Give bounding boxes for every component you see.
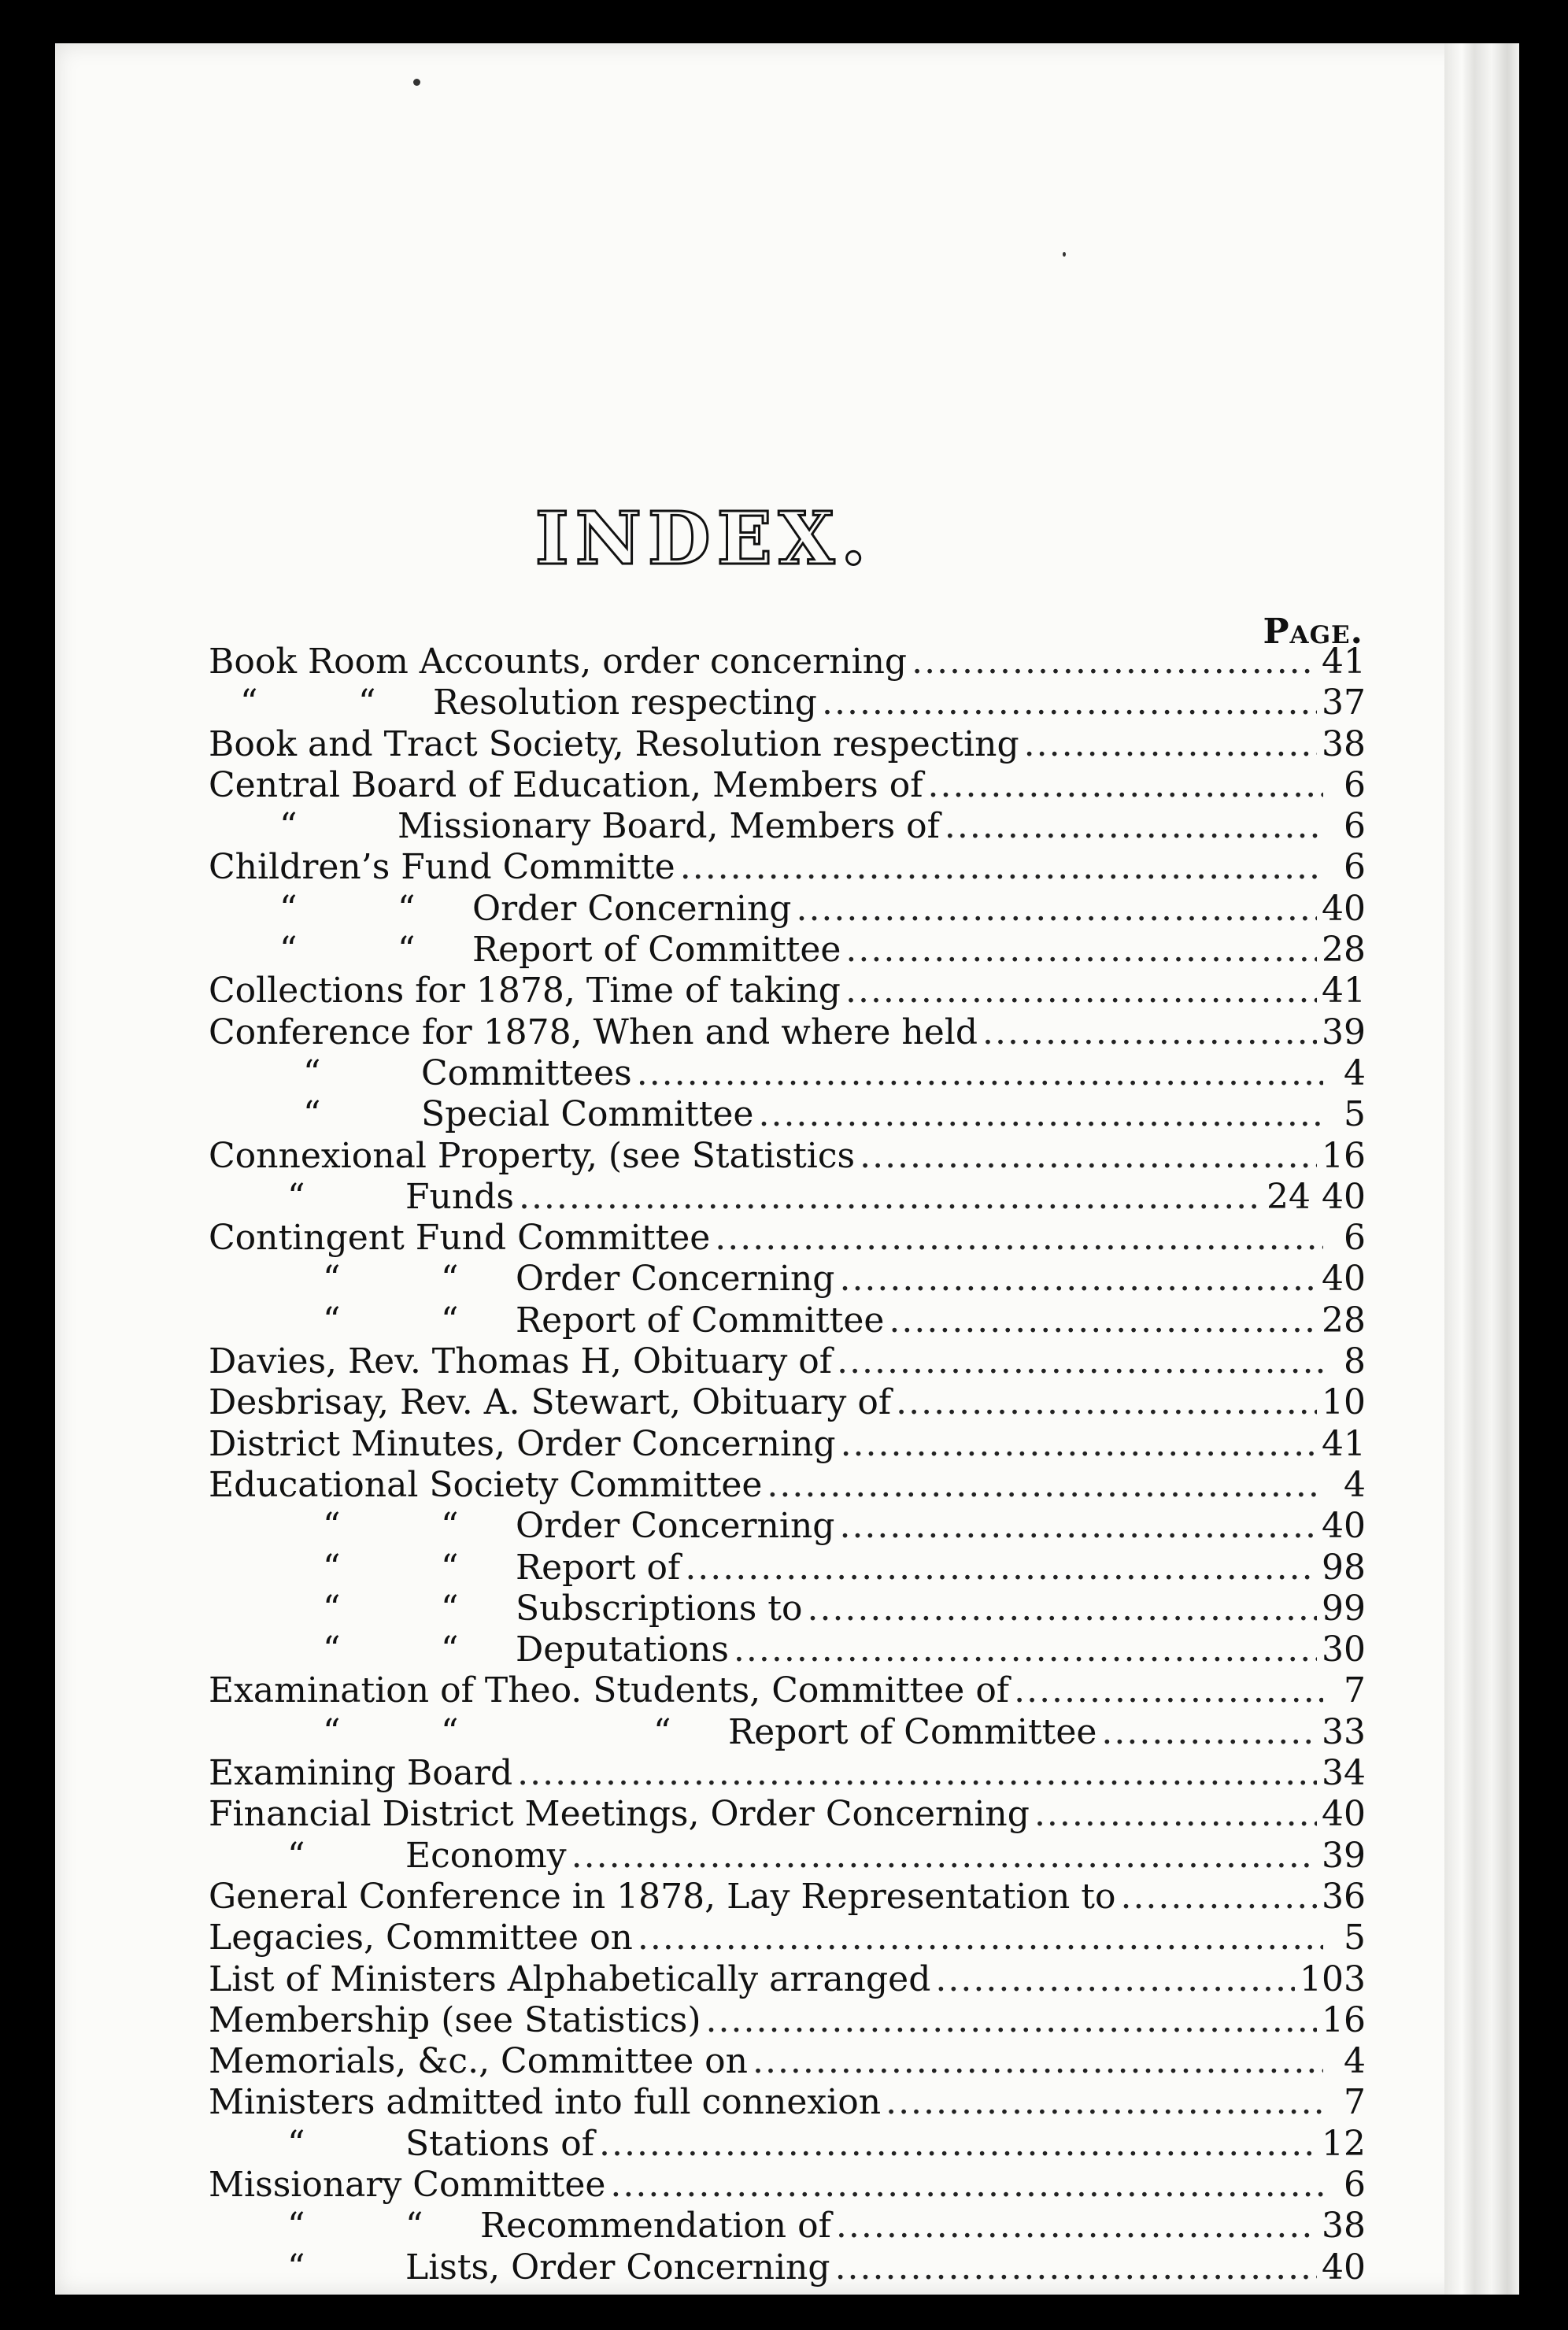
entry-text bbox=[209, 1382, 891, 1423]
ditto-mark: “ bbox=[287, 1835, 305, 1876]
entry-label: Report of Committee bbox=[516, 1300, 885, 1341]
entry-label: Desbrisay, Rev. A. Stewart, Obituary of bbox=[209, 1382, 892, 1423]
ditto-mark: “ bbox=[323, 1300, 341, 1341]
entry-page-number: 6 bbox=[1344, 806, 1366, 847]
entry-page-number: 37 bbox=[1322, 682, 1366, 723]
entry-text bbox=[209, 2206, 831, 2247]
page-column-header: Page. bbox=[1263, 612, 1363, 652]
entry-page-number: 12 bbox=[1322, 2123, 1366, 2164]
leader-dots bbox=[638, 1918, 1323, 1958]
page-edge bbox=[1444, 43, 1519, 2295]
entry-label: Recommendation of bbox=[480, 2206, 831, 2247]
index-entry bbox=[209, 1959, 1366, 2000]
entry-page-number: 40 bbox=[1322, 1794, 1366, 1835]
entry-page-number: 30 bbox=[1322, 1629, 1366, 1670]
entry-text bbox=[209, 930, 841, 971]
index-entry bbox=[209, 1012, 1366, 1053]
entry-text bbox=[209, 2165, 605, 2206]
entry-text bbox=[209, 1424, 836, 1465]
entry-text bbox=[209, 1300, 884, 1341]
entry-page-number: 4 bbox=[1344, 1464, 1366, 1505]
index-entry bbox=[209, 1877, 1366, 1918]
index-entries bbox=[209, 642, 1366, 2288]
entry-page-number: 4 bbox=[1344, 1052, 1366, 1093]
entry-label: General Conference in 1878, Lay Representation to bbox=[209, 1876, 1116, 1917]
leader-dots bbox=[822, 682, 1317, 723]
leader-dots bbox=[839, 1506, 1317, 1547]
entry-text bbox=[209, 1836, 567, 1877]
entry-label: Economy bbox=[405, 1835, 567, 1876]
entry-label: Ministers admitted into full connexion bbox=[209, 2082, 882, 2123]
entry-page-number: 99 bbox=[1322, 1588, 1366, 1629]
entry-text bbox=[209, 2124, 594, 2165]
ditto-mark: “ bbox=[287, 2123, 305, 2164]
leader-dots bbox=[896, 1382, 1317, 1423]
leader-dots bbox=[734, 1629, 1317, 1670]
entry-text bbox=[209, 1712, 1096, 1753]
entry-label: Financial District Meetings, Order Concerning bbox=[209, 1794, 1030, 1835]
entry-text bbox=[209, 1588, 802, 1629]
ditto-mark: “ bbox=[405, 2206, 423, 2247]
entry-text bbox=[209, 2082, 881, 2123]
entry-label: Educational Society Committee bbox=[209, 1464, 763, 1505]
entry-label: Examining Board bbox=[209, 1753, 513, 1794]
entry-label: Special Committee bbox=[421, 1094, 754, 1135]
entry-label: Memorials, &c., Committee on bbox=[209, 2041, 748, 2082]
entry-label: Committees bbox=[421, 1052, 632, 1093]
index-entry bbox=[209, 2247, 1366, 2288]
entry-page-number: 34 bbox=[1322, 1753, 1366, 1794]
leader-dots bbox=[837, 1341, 1323, 1382]
ditto-mark: “ bbox=[398, 930, 416, 971]
leader-dots bbox=[517, 1753, 1317, 1794]
ditto-mark: “ bbox=[240, 682, 258, 723]
index-entry bbox=[209, 1465, 1366, 1506]
entry-page-number: 28 bbox=[1322, 1300, 1366, 1341]
entry-text bbox=[209, 1218, 710, 1259]
ditto-mark: “ bbox=[441, 1588, 459, 1629]
entry-text bbox=[209, 806, 940, 847]
ditto-mark: “ bbox=[441, 1506, 459, 1547]
leader-dots bbox=[599, 2124, 1317, 2165]
ditto-mark: “ bbox=[323, 1547, 341, 1588]
entry-page-number: 6 bbox=[1344, 764, 1366, 805]
index-entry bbox=[209, 1588, 1366, 1629]
leader-dots bbox=[982, 1012, 1317, 1053]
entry-page-number: 16 bbox=[1322, 1999, 1366, 2040]
entry-text bbox=[209, 1753, 512, 1794]
ditto-mark: “ bbox=[279, 806, 298, 847]
leader-dots bbox=[519, 1177, 1262, 1218]
entry-text bbox=[209, 1259, 834, 1300]
leader-dots bbox=[841, 1424, 1317, 1465]
leader-dots bbox=[1014, 1670, 1323, 1711]
entry-page-number: 6 bbox=[1344, 847, 1366, 888]
entry-text bbox=[209, 889, 791, 930]
entry-label: Central Board of Education, Members of bbox=[209, 764, 923, 805]
entry-page-number: 41 bbox=[1322, 642, 1366, 682]
entry-page-number: 41 bbox=[1322, 971, 1366, 1012]
index-entry bbox=[209, 1136, 1366, 1177]
entry-page-number: 10 bbox=[1322, 1382, 1366, 1423]
entry-text bbox=[209, 1959, 930, 2000]
entry-page-number: 33 bbox=[1322, 1711, 1366, 1752]
index-entry bbox=[209, 2000, 1366, 2041]
entry-page-number: 98 bbox=[1322, 1547, 1366, 1588]
ditto-mark: “ bbox=[653, 1711, 671, 1752]
entry-label: Subscriptions to bbox=[516, 1588, 803, 1629]
entry-page-number: 40 bbox=[1322, 1506, 1366, 1547]
leader-dots bbox=[706, 2000, 1317, 2041]
index-entry bbox=[209, 971, 1366, 1012]
entry-label: Report of bbox=[516, 1547, 681, 1588]
entry-label: Lists, Order Concerning bbox=[405, 2247, 830, 2287]
leader-dots bbox=[845, 930, 1317, 971]
index-entry bbox=[209, 1259, 1366, 1300]
entry-label: Collections for 1878, Time of taking bbox=[209, 971, 841, 1012]
leader-dots bbox=[796, 889, 1317, 930]
index-entry bbox=[209, 642, 1366, 682]
entry-page-number: 41 bbox=[1322, 1423, 1366, 1464]
leader-dots bbox=[610, 2165, 1323, 2206]
index-entry bbox=[209, 1712, 1366, 1753]
entry-page-number: 4 bbox=[1344, 2041, 1366, 2082]
entry-label: Stations of bbox=[405, 2123, 594, 2164]
leader-dots bbox=[1034, 1794, 1317, 1835]
index-title: INDEX. bbox=[534, 496, 873, 581]
leader-dots bbox=[836, 2206, 1317, 2247]
entry-label: Order Concerning bbox=[472, 888, 792, 929]
ditto-mark: “ bbox=[287, 2247, 305, 2287]
entry-page-number: 16 bbox=[1322, 1135, 1366, 1176]
index-entry bbox=[209, 1300, 1366, 1341]
ditto-mark: “ bbox=[279, 930, 298, 971]
entry-page-number: 40 bbox=[1322, 1259, 1366, 1300]
entry-label: Conference for 1878, When and where held bbox=[209, 1012, 978, 1052]
entry-label: Order Concerning bbox=[516, 1506, 835, 1547]
index-entry bbox=[209, 1670, 1366, 1711]
entry-text bbox=[209, 724, 1019, 765]
ditto-mark: “ bbox=[323, 1259, 341, 1300]
ditto-mark: “ bbox=[287, 2206, 305, 2247]
entry-text bbox=[209, 765, 923, 806]
entry-text bbox=[209, 2041, 748, 2082]
entry-text bbox=[209, 1918, 633, 1958]
entry-label: District Minutes, Order Concerning bbox=[209, 1423, 836, 1464]
entry-text bbox=[209, 1094, 753, 1135]
index-entry bbox=[209, 1836, 1366, 1877]
ditto-mark: “ bbox=[323, 1506, 341, 1547]
index-entry bbox=[209, 1218, 1366, 1259]
entry-text bbox=[209, 1506, 834, 1547]
entry-page-number: 40 bbox=[1322, 2247, 1366, 2287]
leader-dots bbox=[637, 1053, 1323, 1094]
index-entry bbox=[209, 1341, 1366, 1382]
entry-text bbox=[209, 1877, 1115, 1918]
leader-dots bbox=[1101, 1712, 1317, 1753]
ditto-mark: “ bbox=[303, 1052, 321, 1093]
index-entry bbox=[209, 724, 1366, 765]
ink-speck bbox=[1063, 252, 1066, 257]
ditto-mark: “ bbox=[323, 1588, 341, 1629]
index-entry bbox=[209, 1753, 1366, 1794]
entry-text bbox=[209, 1629, 729, 1670]
entry-page-number: 39 bbox=[1322, 1012, 1366, 1052]
ditto-mark: “ bbox=[441, 1711, 459, 1752]
index-entry bbox=[209, 2165, 1366, 2206]
leader-dots bbox=[912, 642, 1317, 682]
entry-page-number: 5 bbox=[1344, 1918, 1366, 1958]
leader-dots bbox=[680, 847, 1323, 888]
index-entry bbox=[209, 1382, 1366, 1423]
entry-label: Membership (see Statistics) bbox=[209, 1999, 701, 2040]
leader-dots bbox=[945, 806, 1323, 847]
index-entry bbox=[209, 682, 1366, 723]
entry-text bbox=[209, 2247, 830, 2288]
leader-dots bbox=[839, 1259, 1317, 1300]
leader-dots bbox=[767, 1465, 1323, 1506]
index-entry bbox=[209, 2082, 1366, 2123]
leader-dots bbox=[807, 1588, 1317, 1629]
entry-page-number: 38 bbox=[1322, 723, 1366, 764]
entry-label: Deputations bbox=[516, 1629, 729, 1670]
ditto-mark: “ bbox=[323, 1711, 341, 1752]
entry-page-number: 36 bbox=[1322, 1876, 1366, 1917]
entry-text bbox=[209, 1670, 1009, 1711]
ditto-mark: “ bbox=[279, 888, 298, 929]
entry-label: Children’s Fund Committe bbox=[209, 847, 675, 888]
leader-dots bbox=[889, 1300, 1317, 1341]
index-entry bbox=[209, 1094, 1366, 1135]
leader-dots bbox=[860, 1136, 1317, 1177]
entry-page-number: 40 bbox=[1322, 888, 1366, 929]
leader-dots bbox=[928, 765, 1324, 806]
entry-label: Funds bbox=[405, 1176, 514, 1217]
entry-label: Book Room Accounts, order concerning bbox=[209, 642, 908, 682]
leader-dots bbox=[845, 971, 1317, 1012]
ditto-mark: “ bbox=[287, 1176, 305, 1217]
entry-page-number: 7 bbox=[1344, 1670, 1366, 1711]
entry-page-number: 24 40 bbox=[1267, 1176, 1366, 1217]
index-entry bbox=[209, 889, 1366, 930]
entry-page-number: 6 bbox=[1344, 1218, 1366, 1259]
entry-label: Davies, Rev. Thomas H, Obituary of bbox=[209, 1341, 833, 1382]
entry-page-number: 8 bbox=[1344, 1341, 1366, 1382]
entry-page-number: 28 bbox=[1322, 930, 1366, 971]
book-page bbox=[55, 43, 1519, 2295]
entry-text bbox=[209, 847, 675, 888]
entry-text bbox=[209, 682, 817, 723]
leader-dots bbox=[685, 1548, 1317, 1588]
index-entry bbox=[209, 2206, 1366, 2247]
leader-dots bbox=[758, 1094, 1323, 1135]
entry-label: Resolution respecting bbox=[433, 682, 817, 723]
entry-text bbox=[209, 1465, 762, 1506]
index-entry bbox=[209, 1918, 1366, 1958]
ditto-mark: “ bbox=[358, 682, 376, 723]
leader-dots bbox=[753, 2041, 1323, 2082]
entry-text bbox=[209, 1177, 514, 1218]
entry-page-number: 7 bbox=[1344, 2082, 1366, 2123]
entry-text bbox=[209, 1136, 855, 1177]
entry-text bbox=[209, 1341, 832, 1382]
entry-label: Book and Tract Society, Resolution respecting bbox=[209, 723, 1019, 764]
index-entry bbox=[209, 765, 1366, 806]
entry-label: Order Concerning bbox=[516, 1259, 835, 1300]
entry-text bbox=[209, 971, 841, 1012]
ditto-mark: “ bbox=[441, 1629, 459, 1670]
index-entry bbox=[209, 806, 1366, 847]
index-entry bbox=[209, 1177, 1366, 1218]
ditto-mark: “ bbox=[441, 1300, 459, 1341]
index-entry bbox=[209, 1424, 1366, 1465]
ditto-mark: “ bbox=[398, 888, 416, 929]
index-entry bbox=[209, 847, 1366, 888]
entry-text bbox=[209, 2000, 701, 2041]
entry-label: Examination of Theo. Students, Committee of bbox=[209, 1670, 1010, 1711]
leader-dots bbox=[715, 1218, 1323, 1259]
entry-page-number: 103 bbox=[1300, 1958, 1366, 1999]
ink-speck bbox=[413, 79, 420, 86]
entry-label: Missionary Committee bbox=[209, 2164, 606, 2205]
entry-page-number: 38 bbox=[1322, 2206, 1366, 2247]
leader-dots bbox=[935, 1959, 1295, 2000]
index-entry bbox=[209, 930, 1366, 971]
leader-dots bbox=[1024, 724, 1317, 765]
index-entry bbox=[209, 1794, 1366, 1835]
entry-text bbox=[209, 1012, 978, 1053]
index-entry bbox=[209, 2124, 1366, 2165]
index-entry bbox=[209, 1548, 1366, 1588]
ditto-mark: “ bbox=[303, 1094, 321, 1135]
entry-page-number: 39 bbox=[1322, 1835, 1366, 1876]
index-entry bbox=[209, 1506, 1366, 1547]
entry-page-number: 6 bbox=[1344, 2164, 1366, 2205]
entry-label: Report of Committee bbox=[472, 930, 841, 971]
entry-page-number: 5 bbox=[1344, 1094, 1366, 1135]
entry-label: Legacies, Committee on bbox=[209, 1918, 633, 1958]
entry-label: Missionary Board, Members of bbox=[398, 806, 940, 847]
entry-text bbox=[209, 1794, 1030, 1835]
leader-dots bbox=[886, 2082, 1323, 2123]
leader-dots bbox=[571, 1836, 1317, 1877]
entry-text bbox=[209, 1053, 632, 1094]
entry-label: Connexional Property, (see Statistics bbox=[209, 1135, 856, 1176]
leader-dots bbox=[835, 2247, 1317, 2288]
leader-dots bbox=[1120, 1877, 1317, 1918]
index-entry bbox=[209, 2041, 1366, 2082]
entry-text bbox=[209, 1548, 680, 1588]
entry-label: Contingent Fund Committee bbox=[209, 1218, 711, 1259]
index-entry bbox=[209, 1629, 1366, 1670]
ditto-mark: “ bbox=[441, 1547, 459, 1588]
entry-label: Report of Committee bbox=[728, 1711, 1097, 1752]
entry-label: List of Ministers Alphabetically arranged bbox=[209, 1958, 931, 1999]
ditto-mark: “ bbox=[323, 1629, 341, 1670]
ditto-mark: “ bbox=[441, 1259, 459, 1300]
entry-text bbox=[209, 642, 907, 682]
index-entry bbox=[209, 1053, 1366, 1094]
